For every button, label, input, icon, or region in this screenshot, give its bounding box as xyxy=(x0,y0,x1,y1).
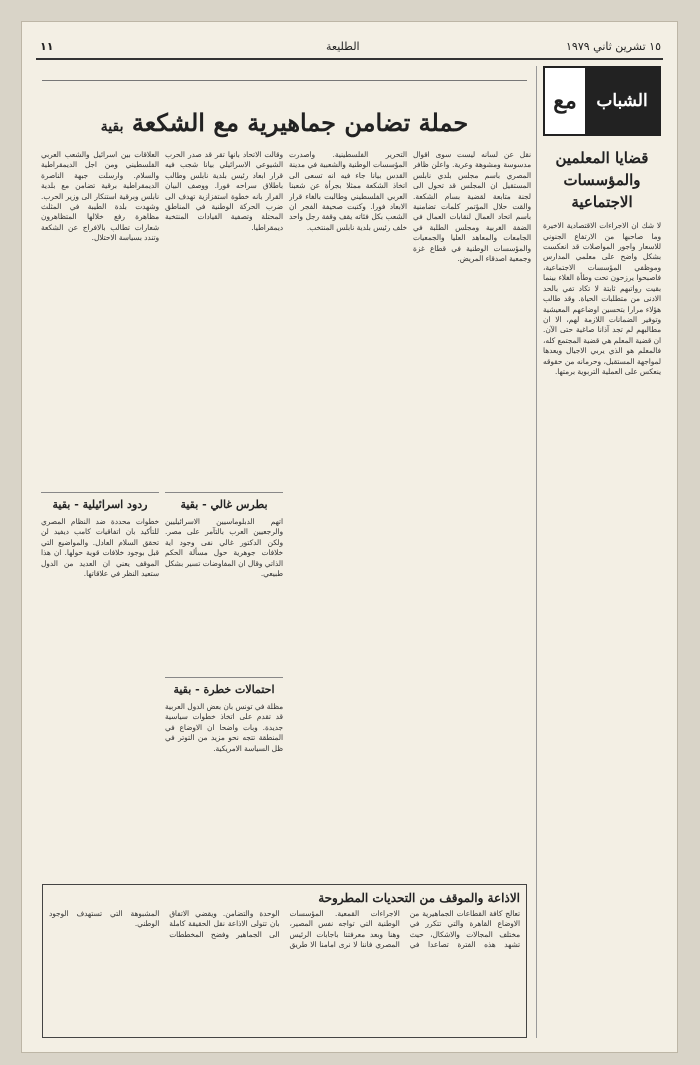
sidebar-title: قضايا المعلمين والمؤسسات الاجتماعية xyxy=(555,149,649,211)
headline-suffix: بقية xyxy=(100,119,124,135)
column-badge xyxy=(543,66,661,136)
article-column xyxy=(413,150,531,475)
sidebar-body: لا شك ان الاجراءات الاقتصادية الاخيرة وما صاحبها من الارتفاع الجنوني للاسعار واجور المواصلات قد انعكست بشكل واضح على معلمي المدارس وموظفي المؤسسات الاجتماعية، فاصبحوا يرزحون تحت وطأة الغلاء بينما بقيت رواتبهم ثابتة لا تكاد تفي بالحد الادنى من متطلبات الحياة. وقد طالب هؤلاء مرارا بتحسين اوضاعهم المعيشية وتوفير الضمانات اللازمة لهم، الا ان مطالبهم لم تجد آذانا صاغية حتى الآن. ان قضية المعلم هي قضية المجتمع كله، فالمعلم هو الذي يربي الاجيال ويعدها لمواجهة المستقبل، وحرمانه من حقوقه ينعكس على العملية التربوية برمتها. xyxy=(543,221,661,376)
main-headline xyxy=(42,108,527,137)
newspaper-name: الطليعة xyxy=(326,40,360,53)
divider xyxy=(42,80,527,81)
box-title: الاذاعة والموقف من التحديات المطروحة xyxy=(318,891,520,905)
badge-word: الشباب xyxy=(585,68,659,134)
box-body: تعالج كافة القطاعات الجماهيرية من الاوضاع القاهرة والتي تتكرر في مختلف المجالات والاشكال، حيث تشهد هذه الفترة تصاعدا في الاجراءات القمعية. المؤسسات الوطنية التي تواجه نفس المصير، وهنا وبعد معرفتنا باجابات الرئيس المصري فاننا لا نرى امامنا الا طريق الوحدة والتضامن. ويقضي الاتفاق بان تتولى الاذاعة نقل الحقيقة كاملة الى الجماهير وفضح المخططات المشبوهة التي تستهدف الوجود الوطني. xyxy=(49,909,520,950)
article-column xyxy=(289,150,407,475)
youth-column xyxy=(536,66,661,1038)
article-column xyxy=(41,150,159,475)
sub-article-body: اتهم الدبلوماسيين الاسرائيليين والرجعيين العرب بالتآمر على مصر. ولكن الدكتور غالي نفى وجود اية خلافات جوهرية حول مسألة الحكم الذاتي وقال ان المفاوضات تسير بشكل طبيعي. xyxy=(165,517,283,579)
sub-article-title: احتمالات خطرة - بقية xyxy=(165,677,283,696)
issue-date: ١٥ تشرين ثاني ١٩٧٩ xyxy=(566,40,661,53)
page-number: ١١ xyxy=(40,40,54,53)
article-text: وقالت الاتحاد بانها تقر قد صدر الحرب الشيوعي الاسرائيلي بيانا شجب فيه قرار ابعاد رئيس بلدية نابلس وطالب باطلاق سراحه فورا. ووصف البيان القرار بانه خطوة استفزازية تهدف الى ضرب الحركة الوطنية في المناطق المحتلة وتصفية القيادات المنتخبة ديمقراطيا. xyxy=(165,150,283,232)
article-column xyxy=(165,150,283,475)
sub-article-title: بطرس غالي - بقية xyxy=(165,492,283,511)
article-text: التحرير الفلسطينية. واصدرت المؤسسات الوطنية والشعبية في مدينة القدس بيانا جاء فيه انه تسعى الى اتخاذ الشكعة ممثلا بجرأة عن شعبنا العربي الفلسطيني وطالبت بالغاء قرار الابعاد فورا. وكتبت صحيفة الفجر ان الشعب بكل فئاته يقف وقفة رجل واحد خلف رئيس بلدية نابلس المنتخب. xyxy=(289,150,407,232)
badge-icon: مع xyxy=(545,68,585,134)
page-header xyxy=(36,36,663,60)
sub-article-body: مظلة في تونس بان بعض الدول العربية قد تقدم على اتخاذ خطوات سياسية جديدة. وبات واضحا ان الاوضاع في المنطقة تتجه نحو مزيد من التوتر في ظل السياسة الامريكية. xyxy=(165,702,283,753)
newspaper-page xyxy=(22,22,677,1052)
boxed-article xyxy=(42,884,527,1038)
article-text: نقل عن لسانه ليست سوى اقوال مدسوسة ومشوهة وعرية. واعلن ظافر المصري باسم مجلس بلدي نابلس المستقيل ان المجلس قد تحول الى لجنة متابعة لقضية بسام الشكعة. والقت حلال المؤتمر كلمات تضامنية باسم اتحاد العمال لنقابات العمال في الضفة الغربية ومجلس الطلبة في الجامعات والمعاهد العليا والجمعيات والمؤسسات الوطنية في قطاع غزة وجمعية اصدقاء المريض. xyxy=(413,150,531,264)
article-text: العلاقات بين اسرائيل والشعب العربي الفلسطيني ومن اجل الديمقراطية والسلام. وارسلت جبهة الناصرة الديمقراطية برقية تضامن مع بلدية نابلس وبرقية استنكار الى وزير الحرب. وشهدت بلدة الطيبة في المثلث مظاهرة رفع خلالها المتظاهرون شعارات تطالب بالافراج عن الشكعة وتندد بسياسة الاحتلال. xyxy=(41,150,159,243)
headline-text: حملة تضامن جماهيرية مع الشكعة xyxy=(131,108,469,137)
sub-article-title: ردود اسرائيلية - بقية xyxy=(41,492,159,511)
sub-article-body: خطوات محددة ضد النظام المصري للتأكيد بان اتفاقيات كامب ديفيد لن تحقق السلام العادل. والمواضيع التي قبل بوجود خلافات قوية حولها. ان هذا الموقف يعني ان العديد من الدول ستعيد النظر في علاقاتها. xyxy=(41,517,159,579)
